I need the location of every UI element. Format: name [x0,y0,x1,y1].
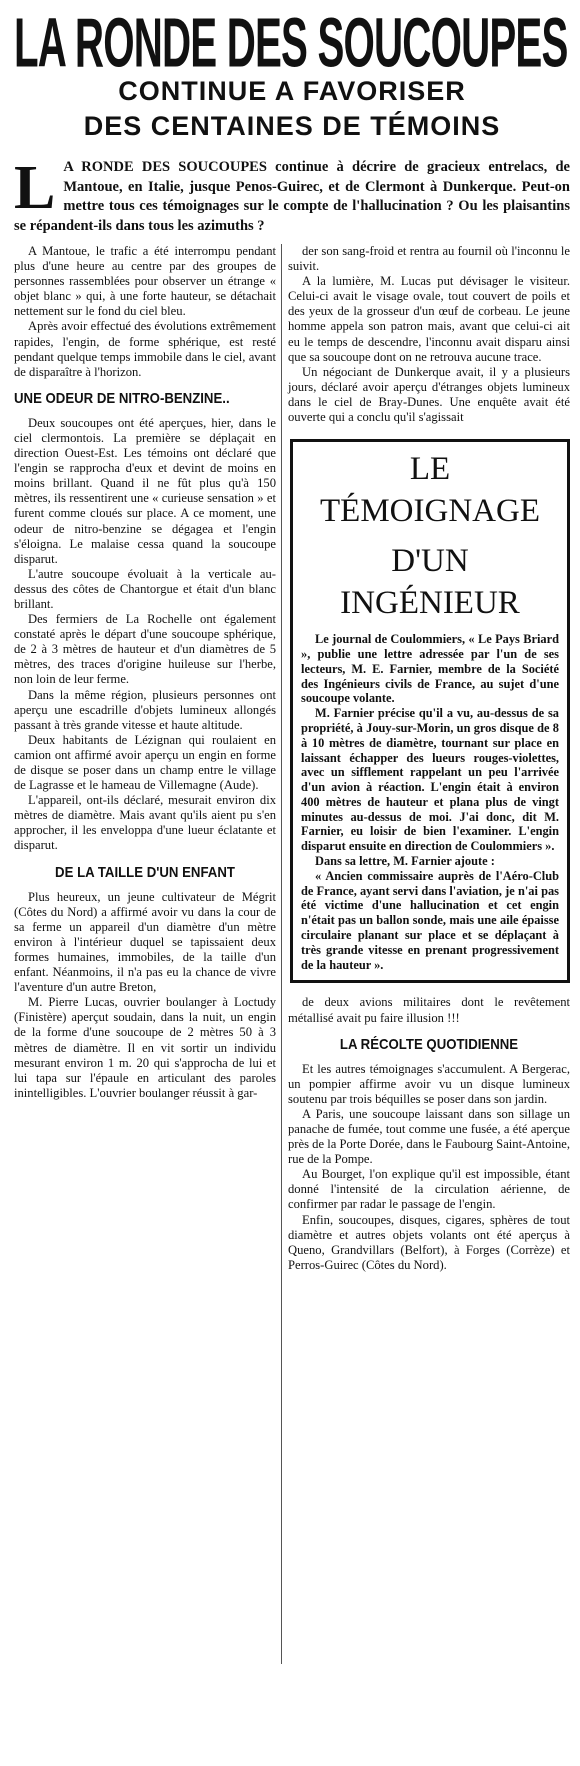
box-paragraph: Dans sa lettre, M. Farnier ajoute : [315,854,495,869]
paragraph: Et les autres témoignages s'accumulent. A Bergerac, un pompier affirme avoir vu un disque lumineux soutenu par trois béquilles se poser dans son jardin. [288,1061,570,1106]
column-divider [281,244,282,1664]
drop-cap: L [14,154,56,222]
box-paragraph: M. Farnier précise qu'il a vu, au-dessus de sa propriété, à Jouy-sur-Morin, un gros disque de 8 à 10 mètres de diamètre, tournant sur place en laissant échapper des lueurs rouges-violettes, avec un sifflement rappelant un peu l'arrivée d'un avion à réaction. L'engin était à environ 400 mètres de hauteur et plana plus de vingt minutes au-dessus de moi. J'ai donc, dit M. Farnier, eu loisir de bien l'examiner. L'engin disparut ensuite en direction de Coulommiers ». [301,706,559,854]
paragraph: Plus heureux, un jeune cultivateur de Mégrit (Côtes du Nord) a affirmé avoir vu dans la cour de sa ferme un appareil d'un diamètre d'un mètre environ à l'intérieur duquel se tapissaient deux formes humaines, immobiles, de la taille d'un enfant. Néanmoins, il n'a pas eu la chance de vivre l'aventure d'un autre Breton, [14,889,276,995]
paragraph: Dans la même région, plusieurs personnes ont aperçu une escadrille d'objets lumineux allongés passant à très grande vitesse et haute altitude. [14,687,276,732]
paragraph: A Paris, une soucoupe laissant dans son sillage un panache de fumée, tout comme une fusée, a été aperçue près de la Porte Dorée, dans le Faubourg Saint-Antoine, rue de la Pompe. [288,1106,570,1167]
paragraph: M. Pierre Lucas, ouvrier boulanger à Loctudy (Finistère) aperçut soudain, dans la nuit, un engin de la forme d'une soucoupe de 2 mètres 50 à 3 mètres de diamètre. Il en vit sortir un individu mesurant environ 1 m. 20 qui s'approcha de lui et lui tapa sur l'épaule en articulant des paroles inintelligibles. L'ouvrier boulanger réussit à gar- [14,995,276,1100]
headline: LA RONDE DES SOUCOUPES [14,5,568,83]
paragraph: Deux soucoupes ont été aperçues, hier, dans le ciel clermontois. La première se déplaçait en direction Ouest-Est. Les témoins ont déclaré que l'engin se rapprocha d'eux et devint de moins en moins brillant. Quand il ne fût plus qu'à 150 mètres, ils ressentirent une « curieuse sensation » et furent comme cloués sur place. A ce moment, une odeur de nitro-benzine se dégagea et l'engin s'éloigna. Le malaise cessa quand la soucoupe disparut. [14,415,276,566]
paragraph: der son sang-froid et rentra au fournil où l'inconnu le suivit. [288,244,570,274]
section-heading-taille-enfant: DE LA TAILLE D'UN ENFANT [55,863,235,881]
paragraph: de deux avions militaires dont le revêtement métallisé avait pu faire illusion !!! [288,995,570,1025]
paragraph: L'appareil, ont-ils déclaré, mesurait environ dix mètres de diamètre. Mais avant qu'ils aient pu s'en approcher, il les enveloppa d'une lueur éclatante et disparut. [14,793,276,853]
section-heading-recolte: LA RÉCOLTE QUOTIDIENNE [339,1035,519,1053]
paragraph: A la lumière, M. Lucas put dévisager le visiteur. Celui-ci avait le visage ovale, tout couvert de poils et des yeux de la grosseur d'un œuf de corbeau. Le jeune homme appela son patron mais, avant que celui-ci ait eu le temps de descendre, l'inconnu avait disparu ainsi que sa soucoupe dont on ne retrouva aucune trace. [288,274,570,364]
paragraph: Un négociant de Dunkerque avait, il y a plusieurs jours, déclaré avoir aperçu d'étranges objets lumineux dans le ciel de Bray-Dunes. Une enquête avait été ouverte qui a conclu qu'il s'agissait [288,364,570,425]
article-columns [14,244,570,1664]
box-title-line-1: LE TÉMOIGNAGE [320,451,540,530]
paragraph: Enfin, soucoupes, disques, cigares, sphères de tout diamètre et autres objets volants ont été aperçus à Queno, Grandvillars (Belfort), à Forges (Corrèze) et Perros-Guirec (Côtes du Nord). [288,1212,570,1272]
box-title-line-2: D'UN INGÉNIEUR [340,543,520,622]
subheadline-2: DES CENTAINES DE TÉMOINS [83,111,501,141]
box-paragraph: « Ancien commissaire auprès de l'Aéro-Club de France, ayant servi dans l'aviation, je n'ai pas été victime d'une hallucination et cet engin n'était pas un ballon sonde, mais une aile épaisse circulaire planant sur place et se déplaçant à très grande vitesse en prenant progressivement de la hauteur ». [301,868,559,972]
subheadline-1: CONTINUE A FAVORISER [118,76,466,106]
left-column [14,244,276,1101]
paragraph: Après avoir effectué des évolutions extrêmement rapides, l'engin, de forme sphérique, est resté pendant quelque temps immobile dans le ciel, avant de disparaître à l'horizon. [14,319,276,379]
engineer-testimony-box [290,439,570,983]
intro-paragraph [14,154,570,236]
paragraph: L'autre soucoupe évoluait à la verticale au-dessus des côtes de Chantorgue et était d'un blanc brillant. [14,566,276,611]
paragraph: Au Bourget, l'on explique qu'il est impossible, étant donné l'intensité de la circulation aérienne, de confirmer par radar le passage de l'engin. [288,1167,570,1212]
paragraph: Deux habitants de Lézignan qui roulaient en camion ont affirmé avoir aperçu un engin en forme de disque se poser dans un champ entre le village de Lagrasse et le hameau de Villemagne (Aude). [14,732,276,793]
section-heading-nitro-benzine: UNE ODEUR DE NITRO-BENZINE.. [14,389,230,407]
paragraph: A Mantoue, le trafic a été interrompu pendant plus d'une heure au centre par des groupes de personnes rassemblées pour observer un étrange « objet blanc » qui, à une forte hauteur, se détachait nettement sur le fond du ciel bleu. [14,244,276,319]
box-paragraph: Le journal de Coulommiers, « Le Pays Briard », publie une lettre adressée par l'un de ses lecteurs, M. E. Farnier, membre de la Société des Ingénieurs civils de France, au sujet d'une soucoupe volante. [301,632,559,706]
intro-text: A RONDE DES SOUCOUPES continue à décrire de gracieux entrelacs, de Mantoue, en Italie, jusque Penos-Guirec, et de Clermont à Dunkerque. Peut-on mettre tous ces témoignages sur le compte de l'hallucination ? Ou les plaisantins se répandent-ils dans tous les azimuths ? [14,159,570,234]
paragraph: Des fermiers de La Rochelle ont également constaté après le départ d'une soucoupe sphérique, de 2 à 3 mètres de hauteur et d'un diamètres de 5 mètres, des traces d'origine huileuse sur l'herbe, non loin de leur ferme. [14,612,276,687]
right-column [288,244,570,1273]
